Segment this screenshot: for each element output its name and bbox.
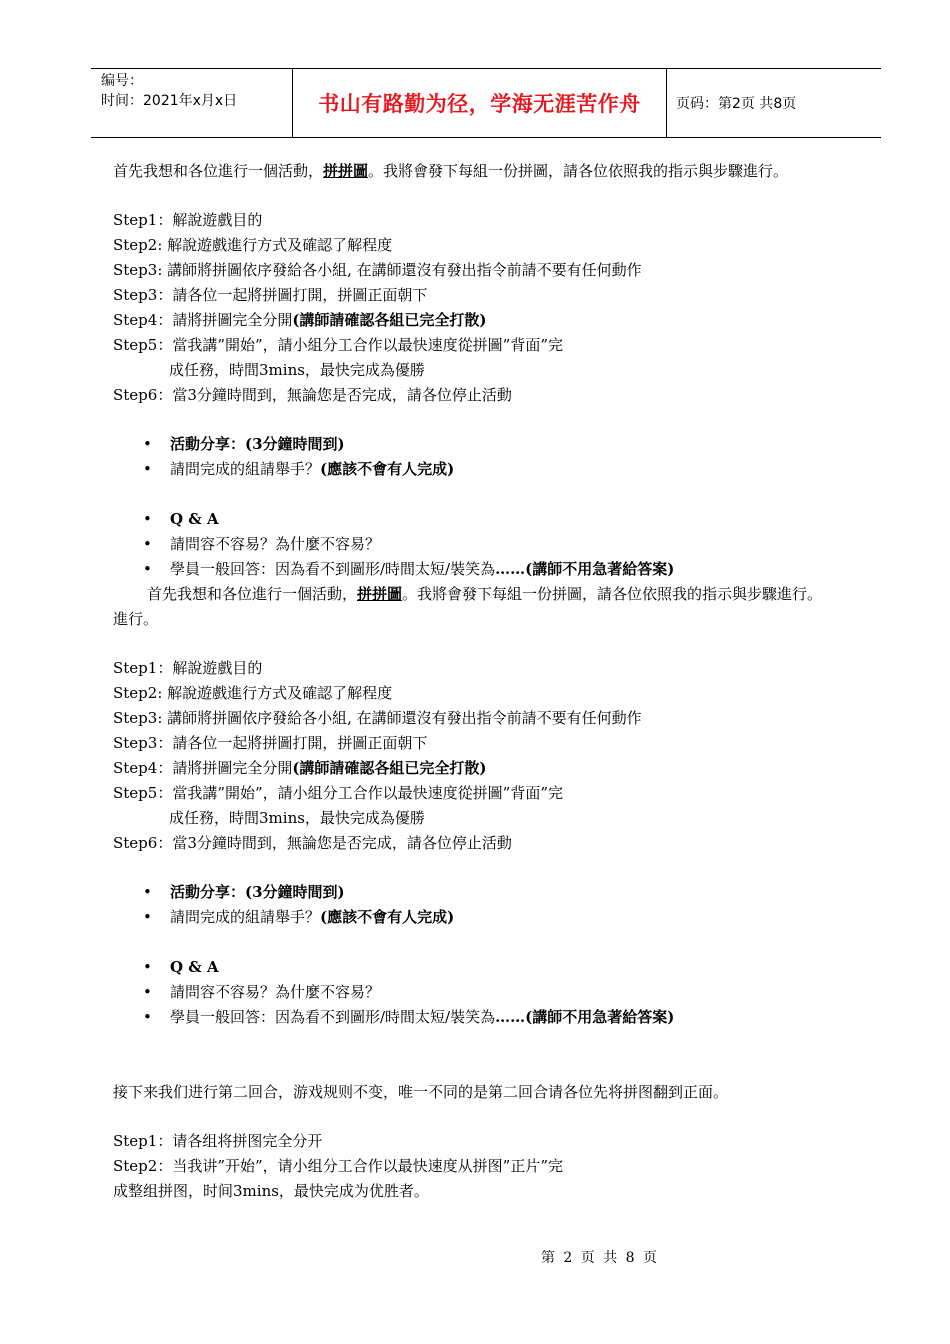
step-line: Step1：请各组将拼图完全分开	[113, 1132, 323, 1150]
bullet-dot: •	[143, 435, 152, 453]
bullet-dot: •	[143, 908, 152, 926]
step-line: Step2: 解說遊戲進行方式及確認了解程度	[113, 236, 393, 254]
round2-intro: 接下来我们进行第二回合，游戏规则不变，唯一不同的是第二回合请各位先将拼图翻到正面。	[113, 1083, 729, 1101]
step-line: Step3：請各位一起將拼圖打開，拼圖正面朝下	[113, 734, 428, 752]
step-line: Step5：當我講”開始”，請小組分工合作以最快速度從拼圖”背面”完	[113, 336, 564, 354]
bullet-dot: •	[143, 1008, 152, 1026]
game-name: 拼拼圖	[357, 585, 403, 603]
step-line-continued: 成整组拼图，时间3mins，最快完成为优胜者。	[113, 1182, 429, 1200]
step-line: Step5：當我講”開始”，請小組分工合作以最快速度從拼圖”背面”完	[113, 784, 564, 802]
header-left-cell	[91, 69, 293, 137]
step-line: Step2: 解說遊戲進行方式及確認了解程度	[113, 684, 393, 702]
step-line-continued: 成任務，時間3mins，最快完成為優勝	[169, 809, 425, 827]
document-header	[91, 68, 881, 138]
header-number-label: 编号：	[101, 73, 143, 89]
header-motto: 书山有路勤为径，学海无涯苦作舟	[293, 69, 667, 137]
step-line: Step3: 講師將拼圖依序發給各小組, 在講師還沒有發出指令前請不要有任何動作	[113, 261, 642, 279]
intro-paragraph-continued: 進行。	[113, 610, 159, 628]
intro-paragraph: 首先我想和各位進行一個活動，拼拼圖。我將會發下每組一份拼圖，請各位依照我的指示與步驟進行。	[113, 162, 789, 180]
intro-paragraph: 首先我想和各位進行一個活動，拼拼圖。我將會發下每組一份拼圖，請各位依照我的指示與步驟進行。	[147, 585, 823, 603]
step-line: Step3：請各位一起將拼圖打開，拼圖正面朝下	[113, 286, 428, 304]
step-line: Step4：請將拼圖完全分開(講師請確認各組已完全打散)	[113, 759, 487, 777]
header-page-label: 页码：第2页 共8页	[676, 96, 797, 112]
bullet-dot: •	[143, 958, 152, 976]
step-line: Step3: 講師將拼圖依序發給各小組, 在講師還沒有發出指令前請不要有任何動作	[113, 709, 642, 727]
bullet-dot: •	[143, 510, 152, 528]
step-line-continued: 成任務，時間3mins，最快完成為優勝	[169, 361, 425, 379]
step-line: Step4：請將拼圖完全分開(講師請確認各組已完全打散)	[113, 311, 487, 329]
step-line: Step2：当我讲”开始”，请小组分工合作以最快速度从拼图”正片”完	[113, 1157, 564, 1175]
step-line: Step6：當3分鐘時間到，無論您是否完成，請各位停止活動	[113, 386, 512, 404]
step-line: Step6：當3分鐘時間到，無論您是否完成，請各位停止活動	[113, 834, 512, 852]
header-time-label: 时间：2021年x月x日	[101, 93, 238, 109]
footer-page-number: 第 2 页 共 8 页	[540, 1250, 660, 1266]
step-line: Step1：解說遊戲目的	[113, 659, 263, 677]
bullet-dot: •	[143, 883, 152, 901]
bullet-dot: •	[143, 460, 152, 478]
game-name: 拼拼圖	[323, 162, 369, 180]
page-footer	[0, 1247, 950, 1267]
bullet-dot: •	[143, 535, 152, 553]
bullet-dot: •	[143, 983, 152, 1001]
bullet-dot: •	[143, 560, 152, 578]
step-line: Step1：解說遊戲目的	[113, 211, 263, 229]
